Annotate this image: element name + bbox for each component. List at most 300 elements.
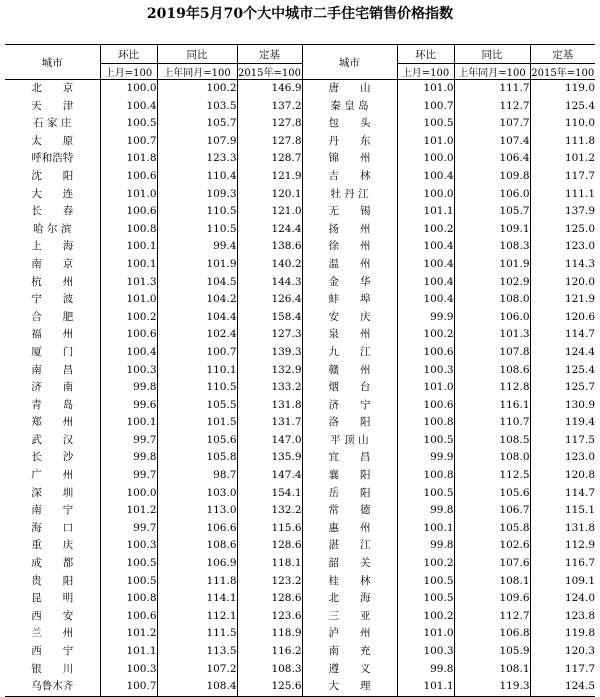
left-mom-value: 100.1 [100,238,157,256]
left-mom-value: 100.5 [100,115,157,133]
right-mom-value: 100.6 [397,397,454,415]
left-city-name: 哈 尔 滨 [33,222,72,235]
right-mom-value: 99.8 [397,661,454,679]
left-yoy-value: 106.6 [157,520,237,538]
table-row [5,625,595,643]
left-yoy-value: 103.5 [157,98,237,116]
right-yoy-value: 101.3 [454,326,530,344]
right-mom-value: 101.0 [397,133,454,151]
header-base-left: 定基 [237,45,302,64]
right-yoy-value: 111.7 [454,80,530,98]
right-base-value: 119.4 [530,414,595,432]
right-yoy-value: 108.1 [454,661,530,679]
left-base-value: 126.4 [237,291,302,309]
left-yoy-value: 110.5 [157,379,237,397]
left-mom-value: 101.2 [100,625,157,643]
left-mom-value: 100.5 [100,573,157,591]
left-yoy-value: 105.8 [157,449,237,467]
left-yoy-value: 101.9 [157,256,237,274]
right-mom-value: 100.4 [397,168,454,186]
left-base-value: 128.6 [237,590,302,608]
left-yoy-value: 110.4 [157,168,237,186]
left-yoy-value: 101.5 [157,414,237,432]
right-mom-value: 101.1 [397,203,454,221]
table-row [5,309,595,327]
table-body [5,80,595,697]
left-base-value: 127.8 [237,115,302,133]
right-city-name: 烟 台 [302,379,397,397]
right-mom-value: 100.4 [397,274,454,292]
right-city-name: 徐 州 [302,238,397,256]
left-base-value: 123.6 [237,608,302,626]
right-mom-value: 100.4 [397,291,454,309]
right-city-name: 扬 州 [302,221,397,239]
left-city-name: 昆 明 [31,592,74,605]
table-row [5,590,595,608]
right-base-value: 120.0 [530,274,595,292]
left-yoy-value: 110.5 [157,203,237,221]
header-mom-right: 环比 [397,45,454,64]
right-yoy-value: 108.0 [454,291,530,309]
right-yoy-value: 110.7 [454,414,530,432]
right-yoy-value: 116.1 [454,397,530,415]
right-base-value: 123.0 [530,238,595,256]
left-city-name: 南 京 [31,257,74,270]
subheader-mom-left: 上月=100 [100,64,157,80]
right-city-name: 三 亚 [302,608,397,626]
right-mom-value: 100.7 [397,98,454,116]
right-base-value: 112.9 [530,537,595,555]
left-base-value: 120.1 [237,186,302,204]
left-mom-value: 100.4 [100,344,157,362]
right-yoy-value: 105.6 [454,485,530,503]
left-mom-value: 100.2 [100,309,157,327]
right-base-value: 124.5 [530,678,595,696]
right-base-value: 125.4 [530,98,595,116]
left-city-name: 广 州 [31,469,74,482]
right-yoy-value: 105.7 [454,203,530,221]
right-base-value: 111.8 [530,133,595,151]
right-yoy-value: 108.1 [454,573,530,591]
left-mom-value: 100.3 [100,661,157,679]
left-city-name: 郑 州 [31,416,74,429]
left-base-value: 121.9 [237,168,302,186]
right-base-value: 115.1 [530,502,595,520]
table-row [5,502,595,520]
header-base-right: 定基 [530,45,595,64]
left-mom-value: 100.8 [100,221,157,239]
left-base-value: 138.6 [237,238,302,256]
right-base-value: 125.4 [530,362,595,380]
right-mom-value: 99.9 [397,449,454,467]
left-city-name: 石 家 庄 [33,117,72,130]
table-row [5,449,595,467]
header-yoy-right: 同比 [454,45,530,64]
left-base-value: 137.2 [237,98,302,116]
table-row [5,432,595,450]
left-yoy-value: 100.2 [157,80,237,98]
right-city-name: 无 锡 [302,203,397,221]
header-yoy-left: 同比 [157,45,237,64]
right-city-name: 九 江 [302,344,397,362]
left-yoy-value: 98.7 [157,467,237,485]
right-mom-value: 100.2 [397,326,454,344]
left-mom-value: 101.8 [100,150,157,168]
left-base-value: 146.9 [237,80,302,98]
left-city-name: 杭 州 [31,275,74,288]
left-base-value: 127.8 [237,133,302,151]
right-base-value: 120.3 [530,643,595,661]
price-index-table [5,44,595,697]
right-mom-value: 100.6 [397,344,454,362]
left-mom-value: 100.6 [100,203,157,221]
left-base-value: 132.9 [237,362,302,380]
left-city-name: 厦 门 [31,345,74,358]
left-city-name: 南 昌 [31,363,74,376]
table-row [5,291,595,309]
table-row [5,115,595,133]
right-city-name: 南 充 [302,643,397,661]
left-base-value: 131.7 [237,414,302,432]
left-city-name: 沈 阳 [31,169,74,182]
table-row [5,98,595,116]
right-city-name: 蚌 埠 [302,291,397,309]
header-mom-left: 环比 [100,45,157,64]
left-city-name: 北 京 [31,82,74,94]
right-mom-value: 100.2 [397,555,454,573]
right-city-name: 洛 阳 [302,414,397,432]
left-city-name: 长 春 [31,205,74,218]
right-yoy-value: 106.8 [454,625,530,643]
right-city-name: 温 州 [302,256,397,274]
table-row [5,643,595,661]
left-yoy-value: 105.7 [157,115,237,133]
right-yoy-value: 107.8 [454,344,530,362]
left-mom-value: 100.5 [100,555,157,573]
right-city-name: 济 宁 [302,397,397,415]
right-yoy-value: 108.3 [454,238,530,256]
right-city-name: 丹 东 [302,133,397,151]
left-yoy-value: 109.3 [157,186,237,204]
table-row [5,326,595,344]
right-yoy-value: 101.9 [454,256,530,274]
right-base-value: 109.1 [530,573,595,591]
right-base-value: 123.8 [530,608,595,626]
left-yoy-value: 113.5 [157,643,237,661]
right-base-value: 117.7 [530,168,595,186]
left-yoy-value: 113.0 [157,502,237,520]
right-base-value: 117.7 [530,661,595,679]
left-city-name: 青 岛 [31,398,74,411]
right-base-value: 120.6 [530,309,595,327]
right-city-name: 锦 州 [302,150,397,168]
right-yoy-value: 119.3 [454,678,530,696]
right-city-name: 襄 阳 [302,467,397,485]
table-row [5,186,595,204]
table-row [5,414,595,432]
left-base-value: 128.7 [237,150,302,168]
left-mom-value: 101.0 [100,186,157,204]
left-mom-value: 99.8 [100,379,157,397]
right-mom-value: 100.4 [397,238,454,256]
right-yoy-value: 107.4 [454,133,530,151]
table-row [5,608,595,626]
right-mom-value: 101.0 [397,379,454,397]
table-row [5,485,595,503]
right-base-value: 123.0 [530,449,595,467]
table-row [5,537,595,555]
left-yoy-value: 105.6 [157,432,237,450]
right-mom-value: 100.4 [397,256,454,274]
left-city-name: 宁 波 [31,293,74,306]
right-mom-value: 99.9 [397,309,454,327]
left-yoy-value: 108.4 [157,678,237,696]
right-city-name: 湛 江 [302,537,397,555]
left-yoy-value: 111.8 [157,573,237,591]
left-base-value: 124.4 [237,221,302,239]
left-base-value: 133.2 [237,379,302,397]
left-city-name: 银 川 [31,662,74,675]
right-city-name: 金 华 [302,274,397,292]
right-base-value: 114.3 [530,256,595,274]
right-mom-value: 100.2 [397,221,454,239]
left-mom-value: 100.0 [100,80,157,98]
right-city-name: 平 顶 山 [302,432,397,450]
left-city-name: 南 宁 [31,504,74,517]
table-row [5,520,595,538]
left-base-value: 128.6 [237,537,302,555]
left-city-name: 乌鲁木齐 [5,678,100,696]
right-yoy-value: 107.6 [454,555,530,573]
left-yoy-value: 103.0 [157,485,237,503]
left-base-value: 154.1 [237,485,302,503]
left-city-name: 成 都 [31,557,74,570]
right-city-name: 常 德 [302,502,397,520]
right-city-name: 安 庆 [302,309,397,327]
left-city-name: 合 肥 [31,310,74,323]
right-mom-value: 100.5 [397,590,454,608]
left-mom-value: 100.6 [100,326,157,344]
left-city-name: 重 庆 [31,539,74,552]
left-city-name: 海 口 [31,521,74,534]
left-base-value: 118.9 [237,625,302,643]
left-city-name: 上 海 [31,240,74,253]
right-mom-value: 100.8 [397,414,454,432]
table-row [5,344,595,362]
left-yoy-value: 108.6 [157,537,237,555]
left-base-value: 127.3 [237,326,302,344]
left-base-value: 108.3 [237,661,302,679]
right-yoy-value: 106.0 [454,186,530,204]
table-row [5,379,595,397]
right-yoy-value: 102.6 [454,537,530,555]
right-base-value: 114.7 [530,485,595,503]
left-base-value: 131.8 [237,397,302,415]
right-mom-value: 100.5 [397,432,454,450]
right-base-value: 125.0 [530,221,595,239]
right-city-name: 岳 阳 [302,485,397,503]
left-city-name: 西 安 [31,609,74,622]
left-mom-value: 99.8 [100,449,157,467]
left-mom-value: 99.7 [100,467,157,485]
right-base-value: 114.7 [530,326,595,344]
table-row [5,467,595,485]
table-row [5,397,595,415]
left-mom-value: 100.7 [100,133,157,151]
left-yoy-value: 99.4 [157,238,237,256]
left-base-value: 135.9 [237,449,302,467]
left-base-value: 132.2 [237,502,302,520]
right-mom-value: 100.3 [397,643,454,661]
left-mom-value: 99.7 [100,520,157,538]
right-yoy-value: 106.0 [454,309,530,327]
left-city-name: 西 宁 [31,645,74,657]
right-city-name: 泉 州 [302,326,397,344]
right-base-value: 125.7 [530,379,595,397]
right-mom-value: 100.2 [397,608,454,626]
right-mom-value: 99.8 [397,537,454,555]
left-base-value: 123.2 [237,573,302,591]
left-base-value: 147.4 [237,467,302,485]
left-base-value: 140.2 [237,256,302,274]
left-yoy-value: 111.5 [157,625,237,643]
header-row [5,45,595,64]
left-city-name: 天 津 [31,99,74,112]
left-city-name: 兰 州 [31,627,74,640]
left-yoy-value: 104.2 [157,291,237,309]
table-row [5,80,595,98]
right-base-value: 120.8 [530,467,595,485]
left-base-value: 115.6 [237,520,302,538]
right-city-name: 唐 山 [302,80,397,98]
table-row [5,221,595,239]
right-yoy-value: 112.8 [454,379,530,397]
right-city-name: 吉 林 [302,168,397,186]
left-city-name: 武 汉 [31,433,74,446]
left-mom-value: 100.1 [100,414,157,432]
left-yoy-value: 100.7 [157,344,237,362]
subheader-mom-right: 上月=100 [397,64,454,80]
left-yoy-value: 105.5 [157,397,237,415]
left-yoy-value: 106.9 [157,555,237,573]
left-mom-value: 101.2 [100,502,157,520]
right-city-name: 桂 林 [302,573,397,591]
right-base-value: 101.2 [530,150,595,168]
left-city-name: 太 原 [31,134,74,147]
table-row [5,168,595,186]
right-city-name: 牡 丹 江 [302,186,397,204]
table-row [5,274,595,292]
right-city-name: 宜 昌 [302,449,397,467]
left-mom-value: 101.3 [100,274,157,292]
left-mom-value: 100.0 [100,485,157,503]
left-city-name: 呼和浩特 [31,152,74,165]
right-city-name: 泸 州 [302,625,397,643]
right-yoy-value: 112.7 [454,98,530,116]
left-yoy-value: 112.1 [157,608,237,626]
right-base-value: 119.0 [530,80,595,98]
right-mom-value: 100.8 [397,467,454,485]
left-yoy-value: 110.1 [157,362,237,380]
right-yoy-value: 108.5 [454,432,530,450]
right-mom-value: 100.0 [397,186,454,204]
table-row [5,203,595,221]
left-base-value: 118.1 [237,555,302,573]
left-mom-value: 100.6 [100,168,157,186]
right-base-value: 124.4 [530,344,595,362]
right-yoy-value: 107.7 [454,115,530,133]
right-mom-value: 101.0 [397,625,454,643]
left-yoy-value: 104.5 [157,274,237,292]
left-yoy-value: 102.4 [157,326,237,344]
left-mom-value: 99.6 [100,397,157,415]
subheader-base-left: 2015年=100 [237,64,302,80]
right-yoy-value: 109.6 [454,590,530,608]
right-yoy-value: 112.5 [454,467,530,485]
right-yoy-value: 112.7 [454,608,530,626]
right-yoy-value: 106.7 [454,502,530,520]
table-row [5,133,595,151]
right-mom-value: 99.8 [397,502,454,520]
right-base-value: 111.1 [530,186,595,204]
left-yoy-value: 123.3 [157,150,237,168]
left-yoy-value: 107.2 [157,661,237,679]
right-base-value: 130.9 [530,397,595,415]
left-city-name: 济 南 [31,381,74,394]
right-yoy-value: 109.8 [454,168,530,186]
table-row [5,256,595,274]
left-base-value: 147.0 [237,432,302,450]
page-title: 2019年5月70个大中城市二手住宅销售价格指数 [146,6,454,22]
right-mom-value: 100.1 [397,520,454,538]
left-base-value: 144.3 [237,274,302,292]
left-yoy-value: 107.9 [157,133,237,151]
left-yoy-value: 110.5 [157,221,237,239]
left-base-value: 125.6 [237,678,302,696]
right-city-name: 大 理 [302,678,397,696]
right-base-value: 119.8 [530,625,595,643]
right-base-value: 117.5 [530,432,595,450]
table-row [5,238,595,256]
left-mom-value: 101.1 [100,643,157,661]
left-city-name: 福 州 [31,328,74,341]
table-row [5,661,595,679]
right-yoy-value: 108.0 [454,449,530,467]
left-base-value: 139.3 [237,344,302,362]
right-base-value: 121.9 [530,291,595,309]
right-mom-value: 101.1 [397,678,454,696]
left-city-name: 深 圳 [31,486,74,499]
right-yoy-value: 105.8 [454,520,530,538]
right-yoy-value: 109.1 [454,221,530,239]
right-yoy-value: 108.6 [454,362,530,380]
left-mom-value: 100.1 [100,256,157,274]
right-base-value: 137.9 [530,203,595,221]
right-mom-value: 101.0 [397,80,454,98]
right-base-value: 124.0 [530,590,595,608]
left-mom-value: 100.6 [100,608,157,626]
left-yoy-value: 114.1 [157,590,237,608]
left-yoy-value: 104.4 [157,309,237,327]
subheader-base-right: 2015年=100 [530,64,595,80]
header-city-left: 城市 [5,45,100,80]
left-city-name: 大 连 [31,187,74,200]
right-city-name: 赣 州 [302,362,397,380]
subheader-yoy-left: 上年同月=100 [157,64,237,80]
right-mom-value: 100.5 [397,115,454,133]
right-city-name: 惠 州 [302,520,397,538]
table-row [5,150,595,168]
